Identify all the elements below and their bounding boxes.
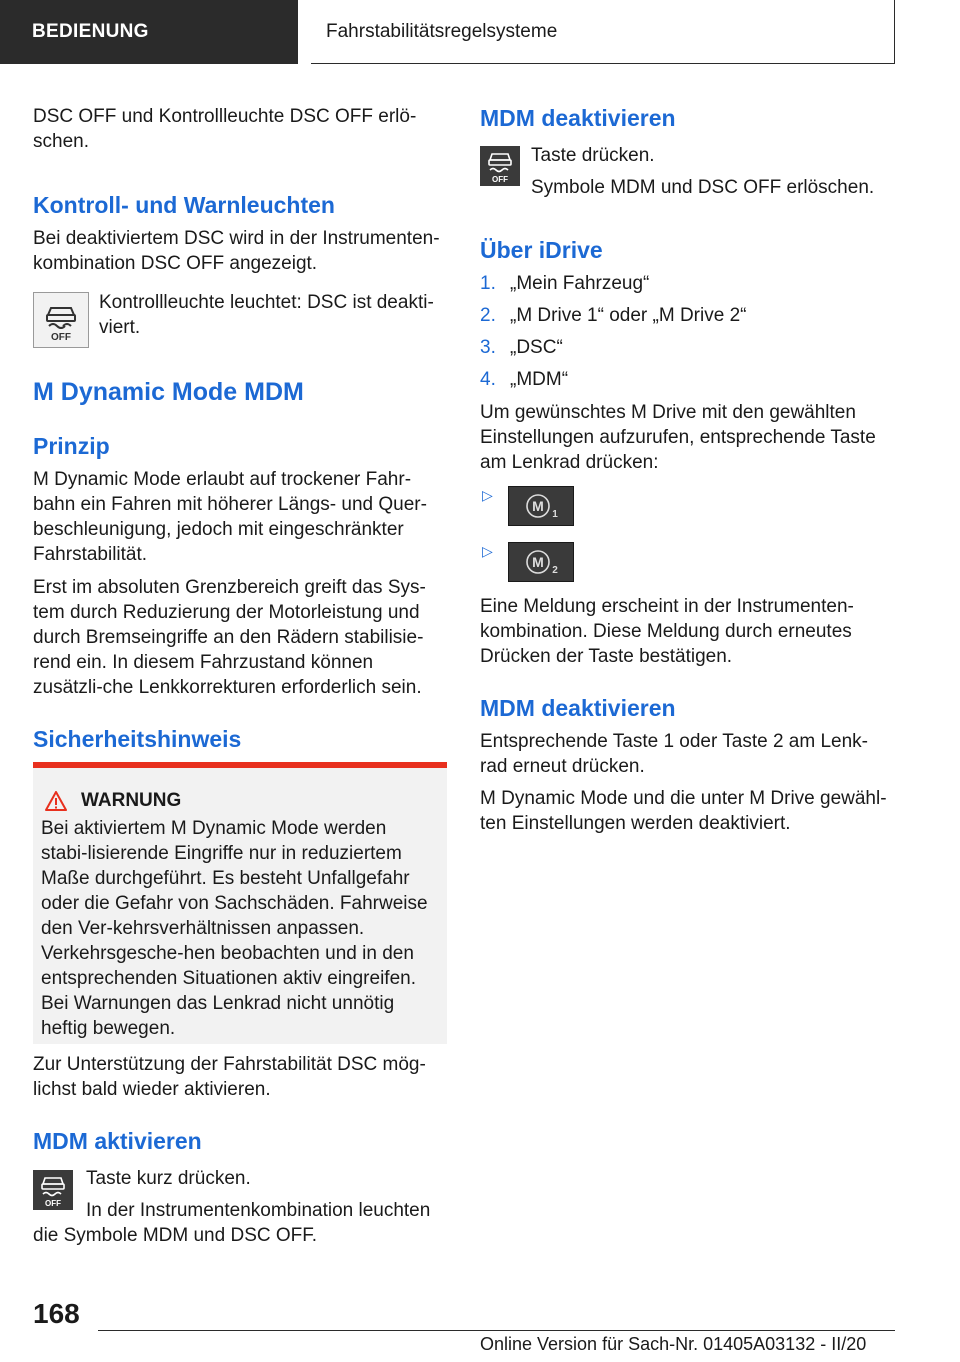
warning-title — [45, 790, 435, 812]
mdm-activate-line1: Taste kurz drücken. — [86, 1168, 251, 1189]
prinzip-paragraph-1: M Dynamic Mode erlaubt auf trockener Fahr-bahn ein Fahren mit höherer Längs- und Quer-beschleunigung, jedoch mit eingeschränkter Fahrstabilität. — [33, 469, 427, 565]
list-number: 4. — [480, 369, 496, 390]
header-title-box — [311, 0, 895, 64]
mdm-deactivate-heading-2: MDM deaktivieren — [480, 695, 676, 721]
m1-button-icon — [508, 486, 574, 526]
svg-text:M: M — [532, 554, 544, 570]
dsc-off-button-icon-2 — [480, 146, 520, 186]
svg-text:2: 2 — [552, 565, 558, 576]
intro-text: DSC OFF und Kontrollleuchte DSC OFF erlö-schen. — [33, 106, 417, 152]
m2-button-icon — [508, 542, 574, 582]
svg-text:M: M — [532, 498, 544, 514]
list-number: 3. — [480, 337, 496, 358]
mdm-heading: M Dynamic Mode MDM — [33, 378, 304, 406]
warning-triangle-icon — [45, 791, 67, 811]
svg-text:OFF: OFF — [45, 1199, 61, 1208]
list-text: „DSC“ — [510, 337, 563, 358]
page-number: 168 — [33, 1298, 80, 1329]
indicator-text: Kontrollleuchte leuchtet: DSC ist deakti-viert. — [99, 292, 434, 338]
list-item — [480, 303, 746, 328]
mdm-deactivate-line2: Symbole MDM und DSC OFF erlöschen. — [531, 177, 875, 198]
kontroll-heading: Kontroll- und Warnleuchten — [33, 192, 335, 218]
header-section-text: BEDIENUNG — [32, 21, 149, 42]
idrive-text: Um gewünschtes M Drive mit den gewählten Einstellungen aufzurufen, entsprechende Taste am Lenkrad drücken: — [480, 402, 876, 473]
list-number: 2. — [480, 305, 496, 326]
mdm-activate-line2a: In der Instrumentenkombination leuchten — [86, 1200, 431, 1221]
mdm-activate-line2b: die Symbole MDM und DSC OFF. — [33, 1225, 318, 1246]
mdm-deactivate-paragraph-2: M Dynamic Mode und die unter M Drive gewähl-ten Einstellungen werden deaktiviert. — [480, 788, 887, 834]
mdm-deactivate-heading: MDM deaktivieren — [480, 105, 676, 131]
list-item — [480, 271, 649, 296]
mdm-deactivate-paragraph-1: Entsprechende Taste 1 oder Taste 2 am Lenk-rad erneut drücken. — [480, 731, 868, 777]
header-section-label — [0, 0, 298, 64]
footer-divider — [98, 1330, 895, 1331]
list-text: „MDM“ — [510, 369, 569, 390]
idrive-heading: Über iDrive — [480, 237, 603, 263]
mdm-deactivate-line1: Taste drücken. — [531, 145, 655, 166]
svg-text:OFF: OFF — [492, 175, 508, 184]
bullet-triangle-icon: ▷ — [482, 543, 493, 559]
list-number: 1. — [480, 273, 496, 294]
dsc-off-button-icon — [33, 1170, 73, 1210]
mdm-activate-heading: MDM aktivieren — [33, 1128, 202, 1154]
warning-title-text: WARNUNG — [81, 790, 182, 811]
list-item — [480, 367, 568, 392]
warning-text: Bei aktiviertem M Dynamic Mode werden stabi-lisierende Eingriffe nur in reduziertem Maße durchgeführt. Es besteht Unfallgefahr oder die Gefahr von Sachschäden. Fahrweise den Ver-kehrsverhältnissen anpassen. Verkehrsgesche-hen beobachten und in den entsprechenden Situationen aktiv eingreifen. Bei Warnungen das Lenkrad nicht unnötig heftig bewegen. — [41, 818, 428, 1039]
svg-text:OFF: OFF — [51, 332, 71, 342]
sicherheit-heading: Sicherheitshinweis — [33, 726, 242, 752]
warning-box — [33, 762, 447, 1044]
list-text: „M Drive 1“ oder „M Drive 2“ — [510, 305, 747, 326]
header-title: Fahrstabilitätsregelsysteme — [326, 20, 558, 42]
kontroll-text: Bei deaktiviertem DSC wird in der Instrumenten-kombination DSC OFF angezeigt. — [33, 228, 440, 274]
list-text: „Mein Fahrzeug“ — [510, 273, 650, 294]
list-item — [480, 335, 563, 360]
dsc-off-indicator-icon — [33, 292, 89, 348]
footer-text: Online Version für Sach-Nr. 01405A03132 - II/20 — [480, 1334, 867, 1354]
svg-text:1: 1 — [552, 509, 558, 520]
support-text: Zur Unterstützung der Fahrstabilität DSC mög-lichst bald wieder aktivieren. — [33, 1054, 426, 1100]
prinzip-paragraph-2: Erst im absoluten Grenzbereich greift das Sys-tem durch Reduzierung der Motorleistung und durch Bremseingriffe an den Rädern stabilisie-rend ein. In diesem Fahrzustand können zusätzli-che Lenkkorrekturen erforderlich sein. — [33, 577, 426, 698]
bullet-triangle-icon: ▷ — [482, 487, 493, 503]
prinzip-heading: Prinzip — [33, 433, 110, 459]
meldung-text: Eine Meldung erscheint in der Instrumenten-kombination. Diese Meldung durch erneutes Drücken der Taste bestätigen. — [480, 596, 854, 667]
